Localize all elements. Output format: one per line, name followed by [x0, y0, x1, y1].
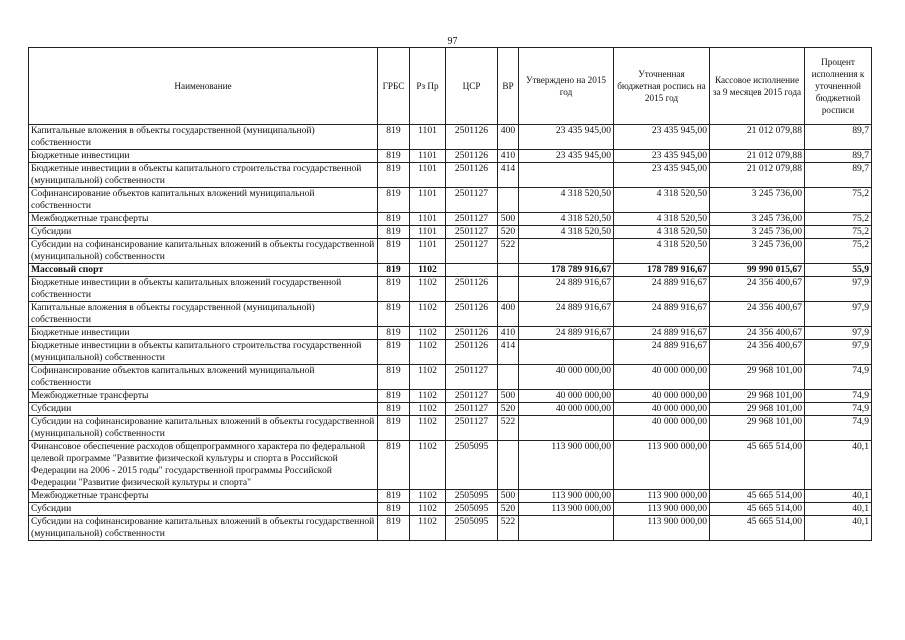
cell-approved: 23 435 945,00 [519, 150, 614, 163]
cell-name: Межбюджетные трансферты [29, 390, 378, 403]
cell-grbs: 819 [378, 416, 410, 441]
table-row [29, 302, 872, 327]
cell-grbs: 819 [378, 327, 410, 340]
table-row [29, 365, 872, 390]
cell-refined: 113 900 000,00 [614, 490, 710, 503]
cell-cash: 24 356 400,67 [710, 327, 805, 340]
header-cash: Кассовое исполнение за 9 месяцев 2015 года [710, 48, 805, 125]
cell-percent: 97,9 [805, 302, 872, 327]
cell-rzpr: 1102 [410, 441, 446, 490]
cell-name: Капитальные вложения в объекты государственной (муниципальной) собственности [29, 125, 378, 150]
cell-cash: 21 012 079,88 [710, 163, 805, 188]
cell-refined: 40 000 000,00 [614, 403, 710, 416]
cell-percent: 55,9 [805, 264, 872, 277]
cell-grbs: 819 [378, 188, 410, 213]
cell-csr [446, 264, 498, 277]
cell-rzpr: 1102 [410, 302, 446, 327]
table-row [29, 277, 872, 302]
table-row [29, 226, 872, 239]
table-row [29, 264, 872, 277]
cell-cash: 24 356 400,67 [710, 302, 805, 327]
cell-approved: 40 000 000,00 [519, 365, 614, 390]
cell-vr: 520 [498, 503, 519, 516]
cell-cash: 45 665 514,00 [710, 490, 805, 503]
cell-name: Бюджетные инвестиции [29, 150, 378, 163]
cell-approved: 113 900 000,00 [519, 490, 614, 503]
cell-refined: 40 000 000,00 [614, 365, 710, 390]
cell-vr [498, 277, 519, 302]
cell-refined: 24 889 916,67 [614, 302, 710, 327]
cell-cash: 21 012 079,88 [710, 150, 805, 163]
cell-csr: 2501127 [446, 403, 498, 416]
cell-grbs: 819 [378, 365, 410, 390]
cell-rzpr: 1102 [410, 277, 446, 302]
cell-refined: 24 889 916,67 [614, 327, 710, 340]
table-row [29, 327, 872, 340]
cell-percent: 97,9 [805, 277, 872, 302]
cell-cash: 21 012 079,88 [710, 125, 805, 150]
cell-cash: 45 665 514,00 [710, 441, 805, 490]
cell-grbs: 819 [378, 277, 410, 302]
table-row [29, 150, 872, 163]
cell-name: Бюджетные инвестиции [29, 327, 378, 340]
cell-csr: 2501127 [446, 226, 498, 239]
cell-percent: 97,9 [805, 340, 872, 365]
cell-grbs: 819 [378, 226, 410, 239]
cell-approved: 24 889 916,67 [519, 277, 614, 302]
cell-csr: 2501127 [446, 239, 498, 264]
cell-csr: 2501126 [446, 163, 498, 188]
cell-rzpr: 1101 [410, 239, 446, 264]
cell-vr: 414 [498, 340, 519, 365]
cell-name: Субсидии [29, 503, 378, 516]
cell-name: Субсидии на софинансирование капитальных вложений в объекты государственной (муниципальной) собственности [29, 239, 378, 264]
cell-csr: 2505095 [446, 516, 498, 541]
cell-rzpr: 1102 [410, 516, 446, 541]
cell-grbs: 819 [378, 150, 410, 163]
cell-refined: 40 000 000,00 [614, 390, 710, 403]
header-rzpr: Рз Пр [410, 48, 446, 125]
cell-name: Субсидии на софинансирование капитальных вложений в объекты государственной (муниципальной) собственности [29, 416, 378, 441]
cell-cash: 3 245 736,00 [710, 213, 805, 226]
cell-grbs: 819 [378, 213, 410, 226]
cell-csr: 2501126 [446, 340, 498, 365]
cell-name: Бюджетные инвестиции в объекты капитального строительства государственной (муниципальной) собственности [29, 340, 378, 365]
header-grbs: ГРБС [378, 48, 410, 125]
cell-grbs: 819 [378, 516, 410, 541]
cell-cash: 3 245 736,00 [710, 188, 805, 213]
cell-csr: 2505095 [446, 503, 498, 516]
cell-vr: 400 [498, 125, 519, 150]
cell-approved: 24 889 916,67 [519, 327, 614, 340]
cell-name: Капитальные вложения в объекты государственной (муниципальной) собственности [29, 302, 378, 327]
cell-percent: 89,7 [805, 163, 872, 188]
cell-name: Субсидии [29, 403, 378, 416]
cell-approved: 40 000 000,00 [519, 390, 614, 403]
table-row [29, 403, 872, 416]
cell-rzpr: 1102 [410, 403, 446, 416]
cell-vr: 522 [498, 239, 519, 264]
cell-approved: 113 900 000,00 [519, 441, 614, 490]
table-row [29, 390, 872, 403]
table-row [29, 516, 872, 541]
table-row [29, 441, 872, 490]
cell-vr: 400 [498, 302, 519, 327]
cell-csr: 2505095 [446, 490, 498, 503]
cell-percent: 74,9 [805, 365, 872, 390]
cell-vr: 522 [498, 516, 519, 541]
cell-vr: 500 [498, 490, 519, 503]
cell-refined: 23 435 945,00 [614, 125, 710, 150]
cell-rzpr: 1101 [410, 226, 446, 239]
table-row [29, 340, 872, 365]
cell-cash: 29 968 101,00 [710, 403, 805, 416]
cell-cash: 29 968 101,00 [710, 416, 805, 441]
cell-percent: 97,9 [805, 327, 872, 340]
cell-vr: 522 [498, 416, 519, 441]
cell-percent: 40,1 [805, 516, 872, 541]
cell-approved: 4 318 520,50 [519, 226, 614, 239]
cell-grbs: 819 [378, 340, 410, 365]
page-number: 97 [447, 36, 458, 47]
cell-rzpr: 1102 [410, 264, 446, 277]
cell-refined: 113 900 000,00 [614, 516, 710, 541]
table-row [29, 503, 872, 516]
cell-cash: 29 968 101,00 [710, 390, 805, 403]
cell-vr: 414 [498, 163, 519, 188]
cell-cash: 24 356 400,67 [710, 340, 805, 365]
cell-csr: 2501126 [446, 277, 498, 302]
cell-approved: 24 889 916,67 [519, 302, 614, 327]
cell-percent: 40,1 [805, 441, 872, 490]
table-body [29, 125, 872, 541]
cell-percent: 75,2 [805, 188, 872, 213]
cell-rzpr: 1101 [410, 188, 446, 213]
header-approved: Утверждено на 2015 год [519, 48, 614, 125]
cell-grbs: 819 [378, 163, 410, 188]
table-row [29, 213, 872, 226]
cell-refined: 113 900 000,00 [614, 441, 710, 490]
cell-approved: 23 435 945,00 [519, 125, 614, 150]
table-row [29, 239, 872, 264]
budget-table [28, 47, 872, 541]
cell-vr: 500 [498, 213, 519, 226]
cell-refined: 4 318 520,50 [614, 188, 710, 213]
cell-csr: 2501127 [446, 365, 498, 390]
cell-rzpr: 1101 [410, 213, 446, 226]
cell-vr: 410 [498, 327, 519, 340]
cell-cash: 99 990 015,67 [710, 264, 805, 277]
cell-refined: 23 435 945,00 [614, 163, 710, 188]
cell-cash: 45 665 514,00 [710, 503, 805, 516]
cell-grbs: 819 [378, 264, 410, 277]
cell-percent: 75,2 [805, 213, 872, 226]
table-header-row [29, 48, 872, 125]
cell-cash: 29 968 101,00 [710, 365, 805, 390]
cell-name: Субсидии на софинансирование капитальных вложений в объекты государственной (муниципальной) собственности [29, 516, 378, 541]
cell-approved: 178 789 916,67 [519, 264, 614, 277]
cell-percent: 40,1 [805, 490, 872, 503]
cell-percent: 74,9 [805, 403, 872, 416]
cell-grbs: 819 [378, 403, 410, 416]
cell-percent: 75,2 [805, 226, 872, 239]
cell-csr: 2501127 [446, 390, 498, 403]
cell-refined: 24 889 916,67 [614, 340, 710, 365]
cell-csr: 2501127 [446, 188, 498, 213]
cell-csr: 2501127 [446, 416, 498, 441]
cell-csr: 2501126 [446, 150, 498, 163]
cell-csr: 2505095 [446, 441, 498, 490]
cell-refined: 113 900 000,00 [614, 503, 710, 516]
cell-grbs: 819 [378, 125, 410, 150]
table-row [29, 188, 872, 213]
cell-approved [519, 340, 614, 365]
cell-vr: 410 [498, 150, 519, 163]
cell-approved: 40 000 000,00 [519, 403, 614, 416]
cell-rzpr: 1102 [410, 365, 446, 390]
cell-name: Софинансирование объектов капитальных вложений муниципальной собственности [29, 365, 378, 390]
cell-refined: 40 000 000,00 [614, 416, 710, 441]
cell-approved [519, 239, 614, 264]
header-percent: Процент исполнения к уточненной бюджетной росписи [805, 48, 872, 125]
cell-refined: 4 318 520,50 [614, 213, 710, 226]
cell-grbs: 819 [378, 390, 410, 403]
cell-vr [498, 188, 519, 213]
cell-name: Финансовое обеспечение расходов общепрограммного характера по федеральной целевой программе "Развитие физической культуры и спорта в Российской Федерации на 2006 - 2015 годы" государственной программы Российской Федерации "Развитие физической культуры и спорта" [29, 441, 378, 490]
cell-vr: 520 [498, 226, 519, 239]
header-vr: ВР [498, 48, 519, 125]
cell-cash: 24 356 400,67 [710, 277, 805, 302]
cell-approved: 4 318 520,50 [519, 188, 614, 213]
cell-refined: 178 789 916,67 [614, 264, 710, 277]
cell-percent: 75,2 [805, 239, 872, 264]
cell-csr: 2501126 [446, 327, 498, 340]
cell-csr: 2501127 [446, 213, 498, 226]
cell-rzpr: 1101 [410, 163, 446, 188]
cell-rzpr: 1102 [410, 390, 446, 403]
cell-vr [498, 264, 519, 277]
cell-percent: 74,9 [805, 390, 872, 403]
cell-rzpr: 1102 [410, 490, 446, 503]
cell-refined: 24 889 916,67 [614, 277, 710, 302]
cell-vr [498, 365, 519, 390]
table-row [29, 125, 872, 150]
cell-rzpr: 1102 [410, 327, 446, 340]
cell-csr: 2501126 [446, 302, 498, 327]
cell-refined: 4 318 520,50 [614, 226, 710, 239]
cell-approved: 4 318 520,50 [519, 213, 614, 226]
cell-rzpr: 1102 [410, 416, 446, 441]
cell-grbs: 819 [378, 239, 410, 264]
cell-name: Бюджетные инвестиции в объекты капитального строительства государственной (муниципальной) собственности [29, 163, 378, 188]
header-csr: ЦСР [446, 48, 498, 125]
cell-vr: 520 [498, 403, 519, 416]
cell-grbs: 819 [378, 302, 410, 327]
cell-name: Межбюджетные трансферты [29, 490, 378, 503]
cell-percent: 89,7 [805, 150, 872, 163]
table-row [29, 490, 872, 503]
cell-name: Софинансирование объектов капитальных вложений муниципальной собственности [29, 188, 378, 213]
cell-name: Бюджетные инвестиции в объекты капитальных вложений государственной собственности [29, 277, 378, 302]
cell-grbs: 819 [378, 490, 410, 503]
cell-rzpr: 1101 [410, 150, 446, 163]
cell-name: Субсидии [29, 226, 378, 239]
cell-approved [519, 163, 614, 188]
cell-name: Массовый спорт [29, 264, 378, 277]
cell-rzpr: 1101 [410, 125, 446, 150]
cell-cash: 3 245 736,00 [710, 239, 805, 264]
header-name: Наименование [29, 48, 378, 125]
table-row [29, 163, 872, 188]
cell-rzpr: 1102 [410, 340, 446, 365]
cell-refined: 4 318 520,50 [614, 239, 710, 264]
cell-rzpr: 1102 [410, 503, 446, 516]
cell-percent: 40,1 [805, 503, 872, 516]
cell-name: Межбюджетные трансферты [29, 213, 378, 226]
cell-approved: 113 900 000,00 [519, 503, 614, 516]
cell-cash: 45 665 514,00 [710, 516, 805, 541]
cell-approved [519, 416, 614, 441]
cell-percent: 89,7 [805, 125, 872, 150]
table-row [29, 416, 872, 441]
cell-csr: 2501126 [446, 125, 498, 150]
cell-grbs: 819 [378, 441, 410, 490]
cell-percent: 74,9 [805, 416, 872, 441]
cell-cash: 3 245 736,00 [710, 226, 805, 239]
header-refined: Уточненная бюджетная роспись на 2015 год [614, 48, 710, 125]
cell-vr: 500 [498, 390, 519, 403]
cell-grbs: 819 [378, 503, 410, 516]
cell-approved [519, 516, 614, 541]
cell-refined: 23 435 945,00 [614, 150, 710, 163]
cell-vr [498, 441, 519, 490]
